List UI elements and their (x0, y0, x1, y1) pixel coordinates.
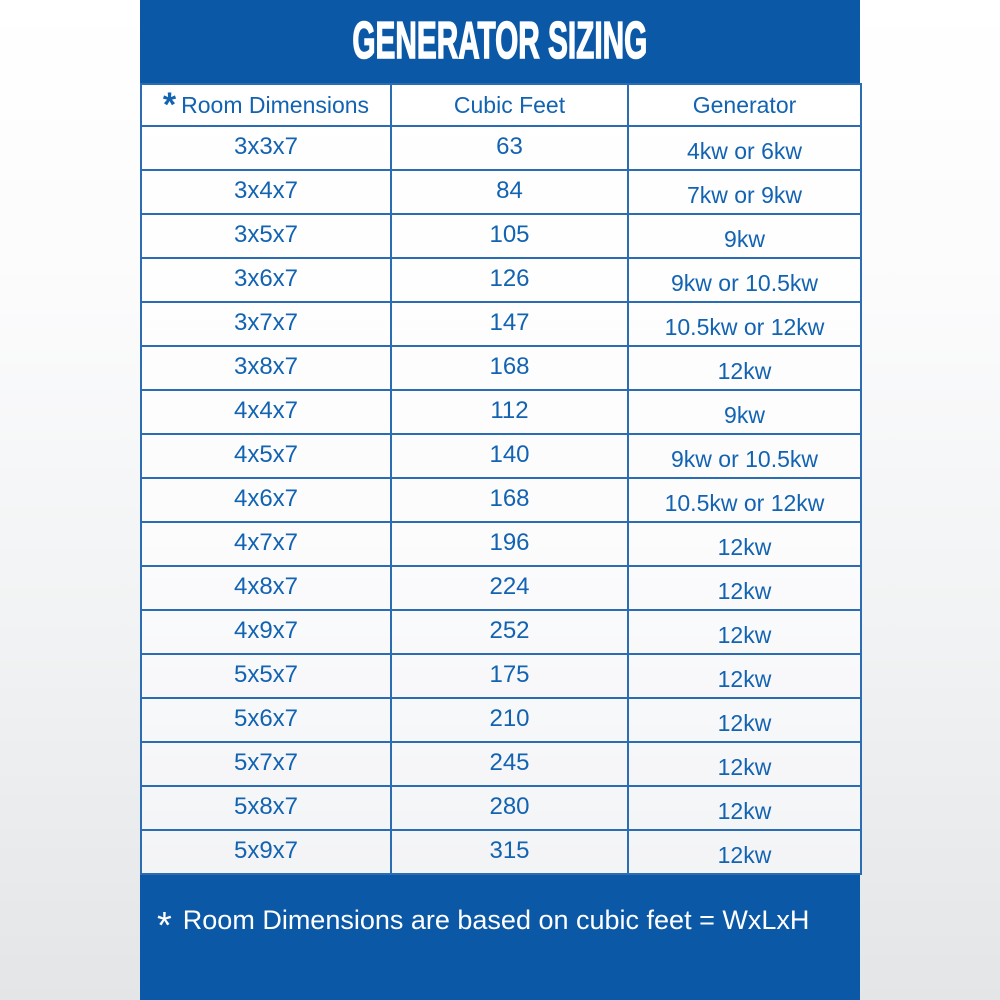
cubic-feet-cell: 224 (391, 566, 628, 610)
room-dimensions-cell: 3x3x7 (141, 126, 391, 170)
generator-cell: 10.5kw or 12kw (628, 478, 861, 522)
table-row (141, 258, 861, 302)
room-dimensions-cell: 5x5x7 (141, 654, 391, 698)
room-dimensions-cell: 4x9x7 (141, 610, 391, 654)
room-dimensions-cell: 3x7x7 (141, 302, 391, 346)
cubic-feet-cell: 126 (391, 258, 628, 302)
table-row (141, 390, 861, 434)
cubic-feet-header: Cubic Feet (391, 84, 628, 126)
cubic-feet-cell: 252 (391, 610, 628, 654)
room-dimensions-cell: 4x6x7 (141, 478, 391, 522)
cubic-feet-cell: 140 (391, 434, 628, 478)
generator-cell: 12kw (628, 654, 861, 698)
generator-cell: 12kw (628, 610, 861, 654)
generator-sizing-panel (140, 0, 860, 1000)
generator-cell: 7kw or 9kw (628, 170, 861, 214)
generator-cell: 12kw (628, 830, 861, 874)
room-dimensions-cell: 3x6x7 (141, 258, 391, 302)
table-row (141, 346, 861, 390)
generator-cell: 10.5kw or 12kw (628, 302, 861, 346)
cubic-feet-cell: 175 (391, 654, 628, 698)
room-dimensions-header-label: Room Dimensions (181, 91, 370, 118)
table-row (141, 654, 861, 698)
table-row (141, 434, 861, 478)
cubic-feet-cell: 210 (391, 698, 628, 742)
generator-cell: 12kw (628, 522, 861, 566)
room-dimensions-cell: 5x9x7 (141, 830, 391, 874)
table-row (141, 742, 861, 786)
room-dimensions-cell: 5x6x7 (141, 698, 391, 742)
footnote-text: Room Dimensions are based on cubic feet = WxLxH (182, 905, 810, 935)
asterisk-icon: * (157, 905, 172, 947)
generator-cell: 12kw (628, 698, 861, 742)
room-dimensions-cell: 4x7x7 (141, 522, 391, 566)
table-row (141, 830, 861, 874)
table-row (141, 786, 861, 830)
cubic-feet-cell: 280 (391, 786, 628, 830)
cubic-feet-cell: 315 (391, 830, 628, 874)
generator-sizing-table (140, 83, 862, 875)
table-row (141, 302, 861, 346)
table-row (141, 698, 861, 742)
table-row (141, 214, 861, 258)
cubic-feet-cell: 147 (391, 302, 628, 346)
table-row (141, 170, 861, 214)
generator-cell: 9kw or 10.5kw (628, 434, 861, 478)
footnote-band (140, 875, 860, 1000)
generator-cell: 9kw or 10.5kw (628, 258, 861, 302)
generator-cell: 12kw (628, 742, 861, 786)
cubic-feet-cell: 245 (391, 742, 628, 786)
cubic-feet-cell: 168 (391, 478, 628, 522)
generator-cell: 9kw (628, 390, 861, 434)
room-dimensions-cell: 3x5x7 (141, 214, 391, 258)
cubic-feet-cell: 196 (391, 522, 628, 566)
generator-cell: 12kw (628, 566, 861, 610)
cubic-feet-cell: 84 (391, 170, 628, 214)
table-row (141, 566, 861, 610)
table-row (141, 522, 861, 566)
room-dimensions-cell: 4x5x7 (141, 434, 391, 478)
generator-header: Generator (628, 84, 861, 126)
asterisk-icon: * (162, 85, 177, 124)
page-title: GENERATOR SIZING (352, 12, 648, 71)
footnote (157, 905, 810, 947)
table-header-row (141, 84, 861, 126)
cubic-feet-cell: 105 (391, 214, 628, 258)
table-row (141, 610, 861, 654)
room-dimensions-cell: 5x7x7 (141, 742, 391, 786)
cubic-feet-cell: 168 (391, 346, 628, 390)
title-band (140, 0, 860, 83)
room-dimensions-cell: 4x4x7 (141, 390, 391, 434)
generator-cell: 9kw (628, 214, 861, 258)
table-row (141, 126, 861, 170)
room-dimensions-cell: 4x8x7 (141, 566, 391, 610)
room-dimensions-cell: 5x8x7 (141, 786, 391, 830)
table-row (141, 478, 861, 522)
generator-cell: 12kw (628, 346, 861, 390)
generator-cell: 4kw or 6kw (628, 126, 861, 170)
room-dimensions-cell: 3x4x7 (141, 170, 391, 214)
room-dimensions-header (141, 84, 391, 126)
room-dimensions-cell: 3x8x7 (141, 346, 391, 390)
cubic-feet-cell: 63 (391, 126, 628, 170)
generator-cell: 12kw (628, 786, 861, 830)
cubic-feet-cell: 112 (391, 390, 628, 434)
